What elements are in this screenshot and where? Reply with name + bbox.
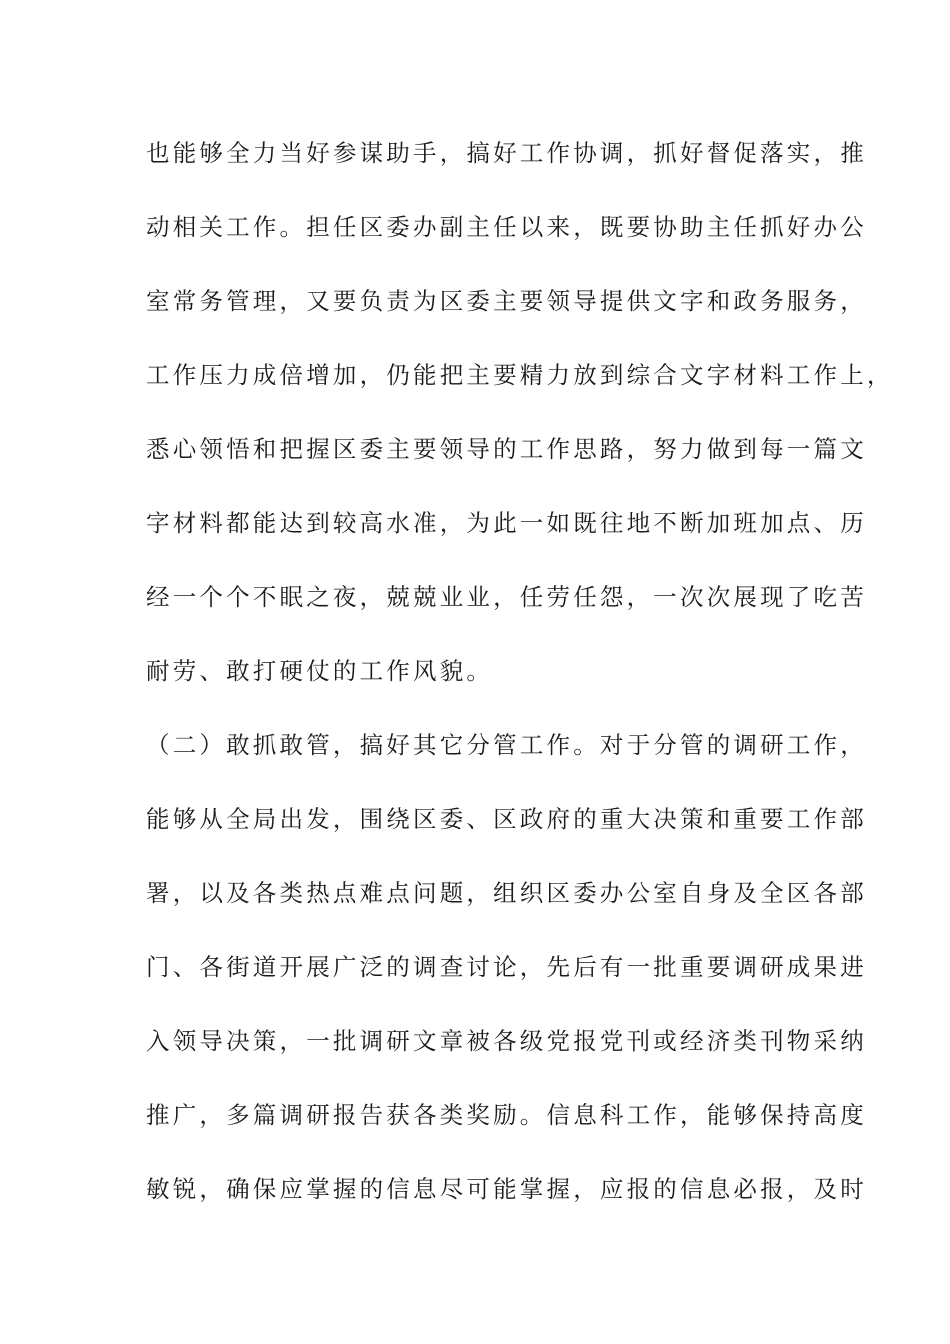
text-line: 字材料都能达到较高水准，为此一如既往地不断加班加点、历 xyxy=(146,509,867,537)
text-line: 悉心领悟和把握区委主要领导的工作思路，努力做到每一篇文 xyxy=(146,435,867,463)
body-text xyxy=(146,131,894,1241)
text-line: 能够从全局出发，围绕区委、区政府的重大决策和重要工作部 xyxy=(146,805,867,833)
text-line: 工作压力成倍增加，仍能把主要精力放到综合文字材料工作上， xyxy=(146,361,894,389)
text-line: 经一个个不眠之夜，兢兢业业，任劳任怨，一次次展现了吃苦 xyxy=(146,583,867,611)
text-line: 动相关工作。担任区委办副主任以来，既要协助主任抓好办公 xyxy=(146,213,867,241)
text-line: 室常务管理，又要负责为区委主要领导提供文字和政务服务， xyxy=(146,287,867,315)
text-line: （二）敢抓敢管，搞好其它分管工作。对于分管的调研工作， xyxy=(146,731,867,759)
text-line: 推广，多篇调研报告获各类奖励。信息科工作，能够保持高度 xyxy=(146,1101,867,1129)
text-line: 门、各街道开展广泛的调查讨论，先后有一批重要调研成果进 xyxy=(146,953,867,981)
text-line: 也能够全力当好参谋助手，搞好工作协调，抓好督促落实，推 xyxy=(146,139,867,167)
text-line: 耐劳、敢打硬仗的工作风貌。 xyxy=(146,657,494,685)
text-line: 敏锐，确保应掌握的信息尽可能掌握，应报的信息必报，及时 xyxy=(146,1175,867,1203)
text-line: 入领导决策，一批调研文章被各级党报党刊或经济类刊物采纳 xyxy=(146,1027,867,1055)
text-line: 署，以及各类热点难点问题，组织区委办公室自身及全区各部 xyxy=(146,879,867,907)
